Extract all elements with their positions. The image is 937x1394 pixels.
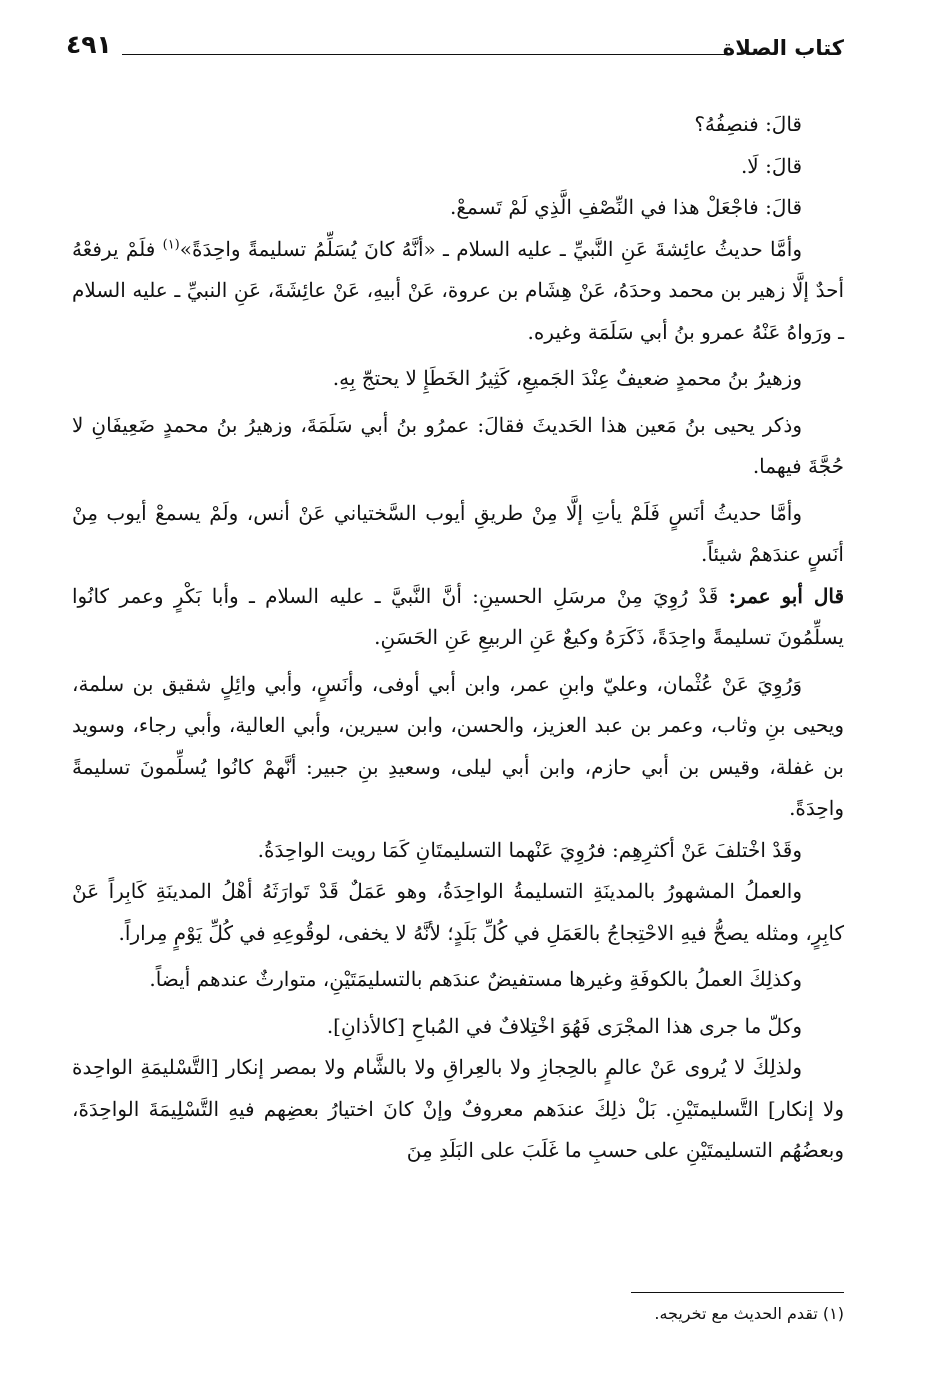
paragraph-14: ولذلِكَ لا يُروى عَنْ عالمٍ بالحِجازِ ولا بالعِراقِ ولا بالشَّام ولا بمصر إنكار [التَّسْليمَةِ الواحِدة ولا إنكار] التَّسليمتَيْنِ. بَلْ ذلِكَ عندَهم معروفٌ وإنْ كانَ اختيارُ بعضِهم فيهِ التَّسْلِيمَةَ الواحِدَةَ، وبعضُهُم التسليمتَيْنِ على حسبِ ما غَلَبَ على البَلَدِ مِنَ: [72, 1055, 844, 1162]
paragraph-12: وكذلِكَ العملُ بالكوفَةِ وغيرها مستفيضٌ عندَهم بالتسليمَتَيْنِ، متوارثٌ عندهم أيضاً.: [149, 967, 802, 991]
paragraph-6: وذكر يحيى بنُ مَعين هذا الحَديثَ فقالَ: عمرُو بنُ أبي سَلَمَةَ، وزهيرُ بنُ محمدٍ ضَعِيفَانِ لا حُجَّةَ فيهما.: [72, 412, 844, 478]
paragraph-4-text: وأمَّا حديثُ عائِشةَ عَنِ النَّبيِّ ـ عليه السلام ـ «أنَّهُ كانَ يُسَلِّمُ تسليمةً واحِدَةً»: [179, 236, 802, 261]
paragraph-4: [72, 229, 844, 354]
header-rule: [122, 54, 732, 55]
page-number: ٤٩١: [66, 30, 112, 59]
paragraph-9: وَرُوِيَ عَنْ عُثْمان، وعليّ وابنِ عمر، وابن أبي أوفى، وأنَسٍ، وأبي وائِلٍ شقيق بن سلمة، ويحيى بنِ وثاب، وعمر بن عبد العزيز، والحسن، وابن سيرين، وأبي العالية، وأبي رجاء، وسويد بن غفلة، وقيس بن أبي حازم، وابن أبي ليلى، وسعيدِ بنِ جبير: أنَّهمْ كانُوا يُسلِّمونَ تسليمةً واحِدَةً.: [72, 671, 844, 820]
paragraph-13: وكلّ ما جرى هذا المجْرَى فَهُوَ اخْتِلافٌ في المُباحِ [كالأذانِ].: [326, 1013, 802, 1038]
paragraph-5: وزهيرُ بنُ محمدٍ ضعيفٌ عِنْدَ الجَميعِ، كَثِيرُ الخَطَإِ لا يحتجّ بِهِ.: [332, 366, 802, 390]
footnote: (١) تقدم الحديث مع تخريجه.: [654, 1304, 844, 1323]
paragraph-8-text: قَدْ رُوِيَ مِنْ مرسَلِ الحسينِ: أنَّ النَّبيَّ ـ عليه السلام ـ وأبا بَكْرٍ وعمر كانُوا يسلِّمُونَ تسليمةً واحِدَةً، ذَكَرَهُ وكيعٌ عَنِ الربيعِ عَنِ الحَسَنِ.: [72, 583, 844, 649]
running-title: كتاب الصلاة: [722, 36, 844, 60]
paragraph-4-rest: فلَمْ يرفعْهُ أحدٌ إلَّا زهير بن محمد وحدَهُ، عَنْ هِشَام بن عروة، عَنْ أبيهِ، عَنْ عائِشَةَ، عَنِ النبيِّ ـ عليه السلام ـ ورَواهُ عَنْهُ عمرو بنُ أبي سَلَمَة وغيره.: [72, 236, 844, 344]
paragraph-10: وقَدْ اخْتلفَ عَنْ أكثرِهِم: فرُوِيَ عَنْهما التسليمتَانِ كَمَا رويت الواحِدَةُ.: [257, 837, 802, 862]
paragraph-1: قالَ: فنصِفُهُ؟: [694, 112, 802, 136]
paragraph-3: قالَ: فاجْعَلْ هذا في النِّصْفِ الَّذِي لَمْ تَسمعْ.: [450, 195, 802, 219]
paragraph-7: وأمَّا حديثُ أنَسٍ فَلَمْ يأتِ إلَّا مِنْ طريقِ أيوب السَّختياني عَنْ أنس، ولَمْ يسمعْ أيوب مِنْ أنَسٍ عندَهمْ شيئاً.: [72, 500, 844, 566]
page-header: [66, 28, 844, 68]
paragraph-8: [72, 576, 844, 659]
paragraph-11: والعملُ المشهورُ بالمدينَةِ التسليمةُ الواحِدَةُ، وهو عَمَلٌ قَدْ تَوارَثَهُ أهْلُ المدينَةِ كَابِراً عَنْ كابِرٍ، ومثله يصحُّ فيهِ الاحْتِجاجُ بالعَمَلِ في كُلِّ بَلَدٍ؛ لأنَّهُ لا يخفى، لوقُوعِهِ في كُلِّ يَوْمٍ مِراراً.: [72, 879, 844, 945]
speaker-label: قال أبو عمر:: [728, 583, 845, 608]
paragraph-2: قالَ: لَا.: [740, 153, 802, 178]
footnote-marker[interactable]: (١): [162, 236, 180, 252]
main-text: [72, 104, 844, 1172]
footnote-rule: [631, 1292, 844, 1293]
